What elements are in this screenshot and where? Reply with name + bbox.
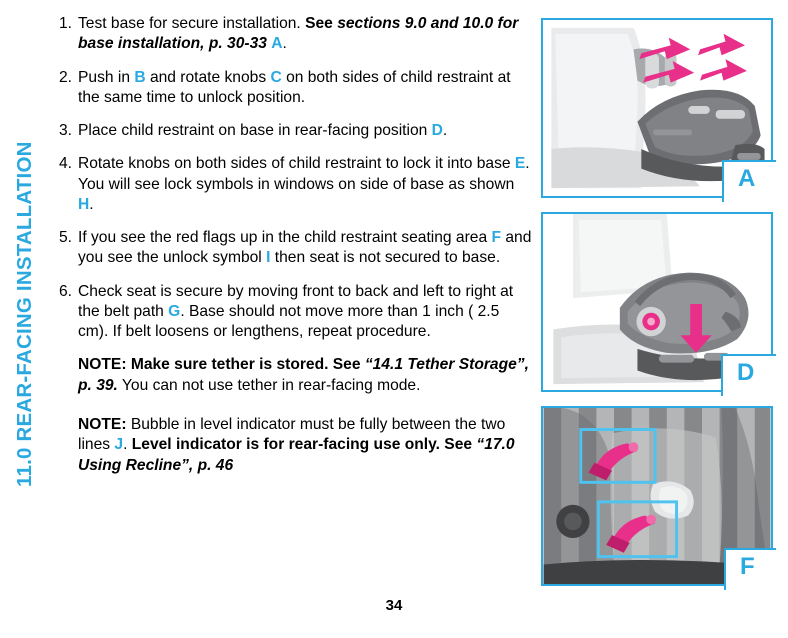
step-number: 1. xyxy=(58,15,72,32)
note-2 xyxy=(78,415,532,477)
step-text xyxy=(78,121,532,141)
note-2-run-3: . xyxy=(123,436,132,454)
instruction-step-3 xyxy=(52,121,532,141)
step-1-run-0: Test base for secure installation. xyxy=(78,15,306,32)
instruction-step-4 xyxy=(52,154,532,215)
step-4-run-1: E xyxy=(514,155,526,173)
step-number: 2. xyxy=(58,68,72,86)
step-2-run-4: on both sides of child restraint at the same time to unlock position. xyxy=(78,68,511,106)
step-4-run-2: . You will see lock symbols in windows on side of base as shown xyxy=(78,155,530,193)
note-1-run-2: You can not use tether in rear-facing mode. xyxy=(117,377,421,395)
step-3-run-1: D xyxy=(431,122,443,140)
step-4-run-4: . xyxy=(89,195,94,213)
note-1-run-1: “14.1 Tether Storage”, p. 39. xyxy=(78,356,529,395)
step-number: 3. xyxy=(58,122,72,140)
step-text xyxy=(78,282,532,343)
note-2-run-0: NOTE: xyxy=(78,415,131,433)
step-4-run-3: H xyxy=(78,195,90,213)
step-number: 6. xyxy=(58,282,72,300)
step-1-run-2: sections 9.0 and 10.0 for base installation, p. 30-33 xyxy=(78,15,519,53)
step-1-run-1: See xyxy=(305,15,338,32)
step-2-run-2: and rotate knobs xyxy=(145,68,271,86)
note-2-run-2: J xyxy=(114,436,124,454)
instruction-step-6 xyxy=(52,282,532,343)
step-1-run-3: A xyxy=(271,35,283,53)
figure-f-label: F xyxy=(734,555,761,579)
note-2-run-1: Bubble in level indicator must be fully between the two lines xyxy=(78,415,506,454)
page-number: 34 xyxy=(385,597,403,614)
instruction-step-1 xyxy=(52,14,532,55)
figure-a-label: A xyxy=(732,167,761,191)
step-text xyxy=(78,14,532,55)
step-4-run-0: Rotate knobs on both sides of child restraint to lock it into base xyxy=(78,155,515,173)
note-1 xyxy=(78,355,532,396)
section-tab-label: 11.0 REAR-FACING INSTALLATION xyxy=(13,141,36,487)
instruction-step-5 xyxy=(52,228,532,269)
step-2-run-1: B xyxy=(134,68,146,86)
instruction-list xyxy=(52,14,532,489)
step-3-run-0: Place child restraint on base in rear-facing position xyxy=(78,122,432,140)
step-5-run-1: F xyxy=(491,229,502,247)
note-2-run-5: “17.0 Using Recline”, p. 46 xyxy=(78,436,515,474)
step-6-run-0: Check seat is secure by moving front to back and left to right at the belt path xyxy=(78,282,514,320)
step-2-run-3: C xyxy=(270,68,282,86)
step-1-run-4: . xyxy=(282,35,287,53)
note-2-run-4: Level indicator is for rear-facing use only. See xyxy=(131,436,477,454)
note-1-run-0: NOTE: Make sure tether is stored. See xyxy=(78,356,365,374)
step-6-run-1: G xyxy=(168,302,181,320)
figure-d-label: D xyxy=(731,361,760,385)
step-2-run-0: Push in xyxy=(78,68,135,86)
step-number: 4. xyxy=(58,155,72,173)
step-5-run-3: I xyxy=(266,249,271,267)
step-5-run-2: and you see the unlock symbol xyxy=(78,229,532,267)
instruction-step-2 xyxy=(52,68,532,109)
section-tab xyxy=(0,0,44,638)
step-5-run-0: If you see the red flags up in the child restraint seating area xyxy=(78,229,492,247)
step-5-run-4: then seat is not secured to base. xyxy=(270,249,501,267)
step-3-run-2: . xyxy=(442,122,448,140)
step-6-run-2: . Base should not move more than 1 inch ( 2.5 cm). If belt loosens or lengthens, repeat procedure. xyxy=(78,302,500,341)
step-text xyxy=(78,68,532,109)
step-number: 5. xyxy=(58,229,72,247)
step-text xyxy=(78,154,532,215)
step-text xyxy=(78,228,532,269)
